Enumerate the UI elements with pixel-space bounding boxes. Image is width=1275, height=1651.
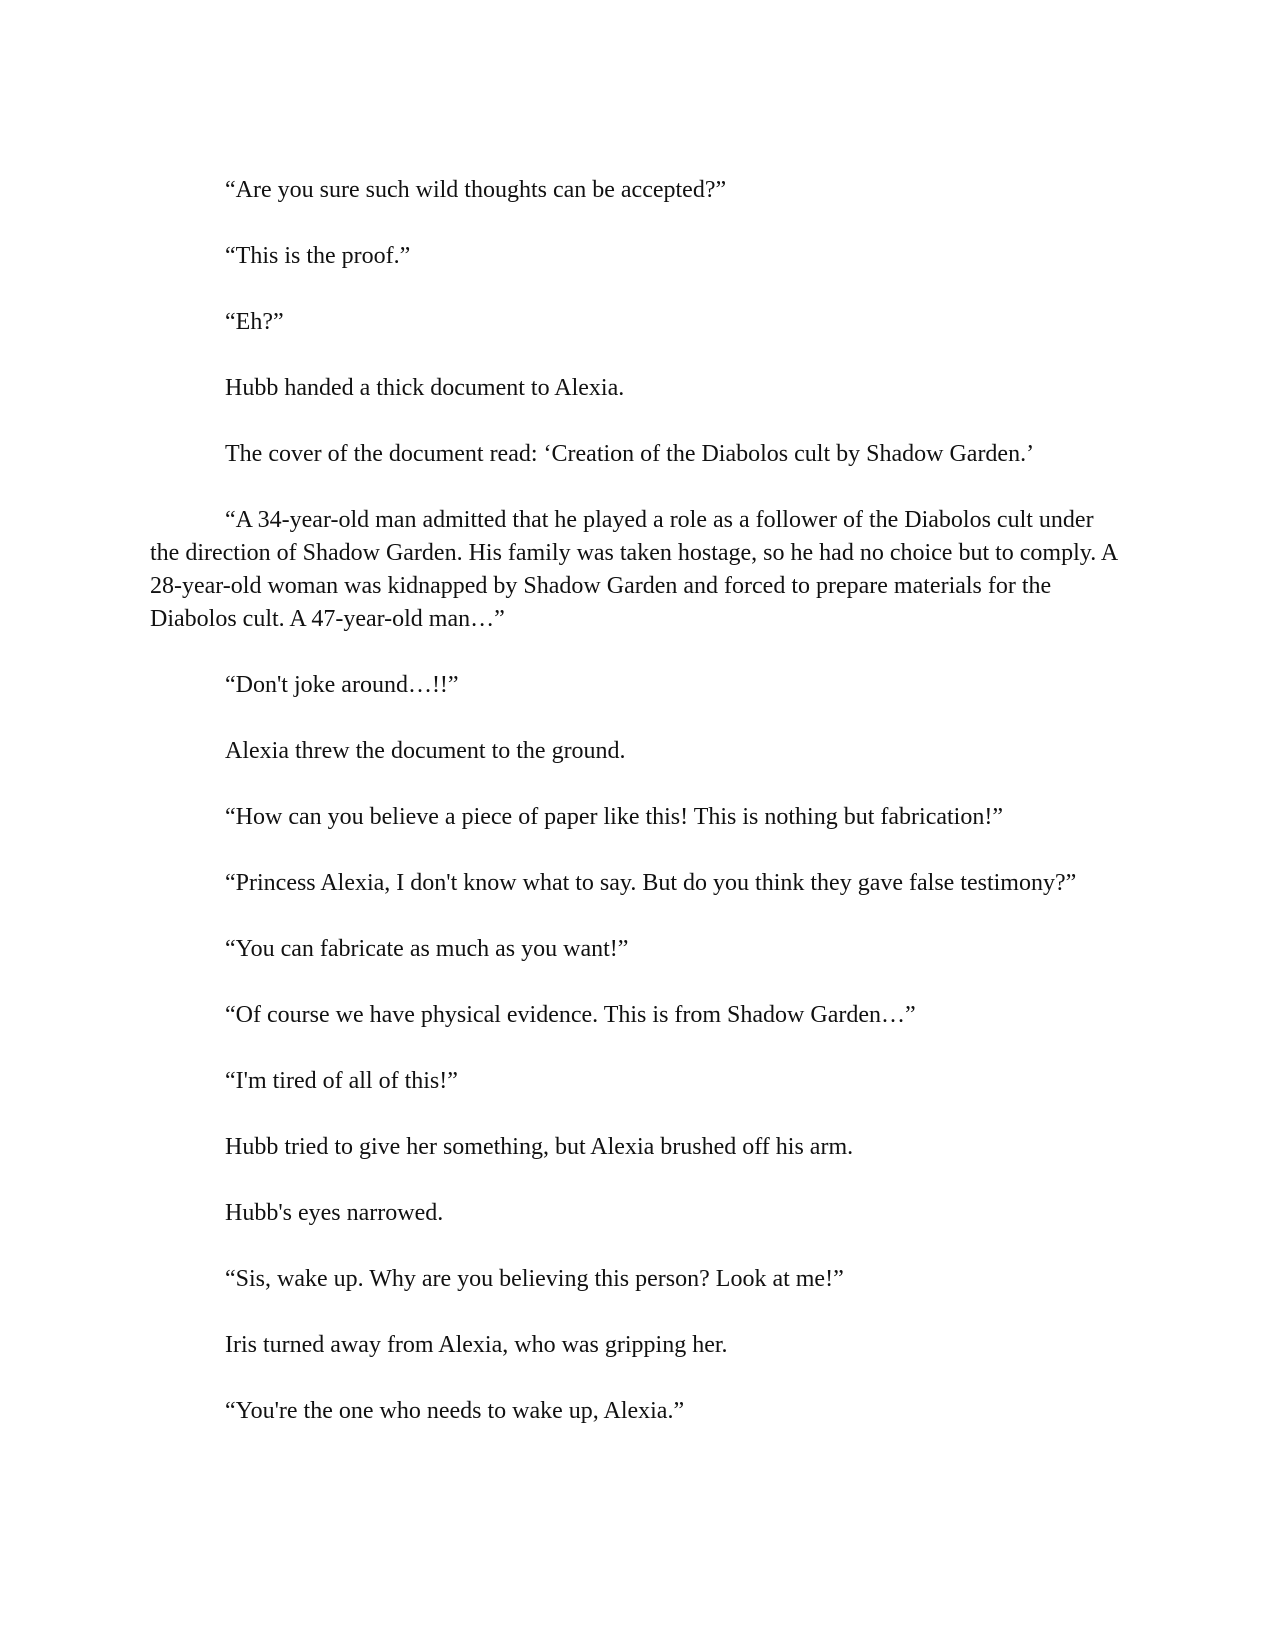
paragraph: “Don't joke around…!!” (225, 672, 459, 698)
paragraph: “Sis, wake up. Why are you believing this person? Look at me!” (225, 1266, 844, 1292)
document-body (150, 174, 1125, 1428)
paragraph: “This is the proof.” (225, 243, 411, 269)
paragraph: “You're the one who needs to wake up, Alexia.” (225, 1398, 685, 1424)
paragraph: “A 34-year-old man admitted that he played a role as a follower of the Diabolos cult under the direction of Shadow Garden. His family was taken hostage, so he had no choice but to comply. A 28-year-old woman was kidnapped by Shadow Garden and forced to prepare materials for the Diabolos cult. A 47-year-old man…” (150, 507, 1117, 632)
paragraph: “Eh?” (225, 309, 284, 335)
paragraph: “Princess Alexia, I don't know what to say. But do you think they gave false testimony?” (225, 870, 1077, 896)
paragraph: Alexia threw the document to the ground. (225, 738, 626, 764)
paragraph: Hubb tried to give her something, but Alexia brushed off his arm. (225, 1134, 854, 1160)
paragraph: “You can fabricate as much as you want!” (225, 936, 629, 962)
paragraph: Iris turned away from Alexia, who was gripping her. (225, 1332, 728, 1358)
paragraph: “Of course we have physical evidence. This is from Shadow Garden…” (225, 1002, 916, 1028)
paragraph: “How can you believe a piece of paper like this! This is nothing but fabrication!” (225, 804, 1003, 830)
paragraph: “I'm tired of all of this!” (225, 1068, 458, 1094)
paragraph: Hubb's eyes narrowed. (225, 1200, 444, 1226)
paragraph: “Are you sure such wild thoughts can be accepted?” (225, 177, 727, 203)
paragraph: The cover of the document read: ‘Creation of the Diabolos cult by Shadow Garden.’ (225, 441, 1035, 467)
paragraph: Hubb handed a thick document to Alexia. (225, 375, 625, 401)
